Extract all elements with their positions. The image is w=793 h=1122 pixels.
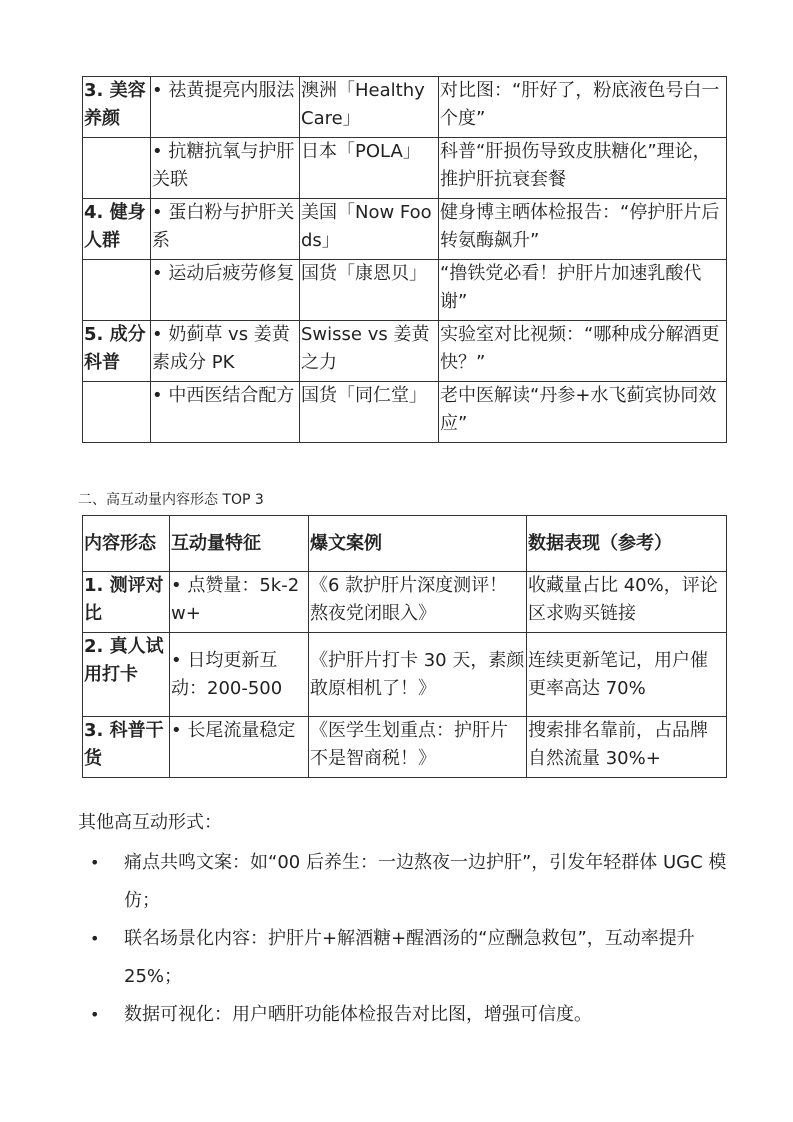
list-item-text: 数据可视化：用户晒肝功能体检报告对比图，增强可信度。 [124,1004,592,1025]
list-item [78,844,728,920]
case-cell: “撸铁党必看！护肝片加速乳酸代谢” [439,260,727,321]
bullet-icon: • [90,1005,100,1024]
form-cell: 2. 真人试用打卡 [83,633,170,717]
list-item-text: 痛点共鸣文案：如“00 后养生：一边熬夜一边护肝”，引发年轻群体 UGC 模仿； [124,852,727,911]
other-forms-list [78,844,728,1034]
data-cell: 连续更新笔记，用户催更率高达 70% [527,633,727,717]
brand-cell: 美国「Now Foods」 [300,199,439,260]
content-form-table [82,515,727,778]
category-cell: 4. 健身人群 [83,199,151,260]
table-row [83,382,727,443]
other-forms-title: 其他高互动形式： [78,812,222,833]
brand-cell: 国货「同仁堂」 [300,382,439,443]
form-cell: 3. 科普干货 [83,717,170,778]
bullet-icon: • [90,853,100,872]
table-row [83,199,727,260]
column-header: 爆文案例 [309,516,527,572]
topic-cell: • 中西医结合配方 [151,382,300,443]
table-row [83,77,727,138]
column-header: 内容形态 [83,516,170,572]
form-cell: 1. 测评对比 [83,572,170,633]
category-cell: 5. 成分科普 [83,321,151,382]
case-cell: 实验室对比视频：“哪种成分解酒更快？” [439,321,727,382]
bullet-icon: • [90,929,100,948]
case-cell: 《护肝片打卡 30 天，素颜敢原相机了！》 [309,633,527,717]
brand-cell: 澳洲「Healthy Care」 [300,77,439,138]
topic-cell: • 奶蓟草 vs 姜黄素成分 PK [151,321,300,382]
feature-cell: • 日均更新互动：200-500 [170,633,309,717]
case-cell: 科普“肝损伤导致皮肤糖化”理论，推护肝抗衰套餐 [439,138,727,199]
case-cell: 《医学生划重点：护肝片不是智商税！》 [309,717,527,778]
feature-cell: • 长尾流量稳定 [170,717,309,778]
table-row [83,138,727,199]
table-row [83,717,727,778]
case-cell: 对比图：“肝好了，粉底液色号白一个度” [439,77,727,138]
column-header: 互动量特征 [170,516,309,572]
category-cell: 3. 美容养颜 [83,77,151,138]
list-item [78,920,728,996]
topic-cell: • 蛋白粉与护肝关系 [151,199,300,260]
table-row [83,321,727,382]
topic-cell: • 祛黄提亮内服法 [151,77,300,138]
table-row [83,572,727,633]
section-heading: 二、高互动量内容形态 TOP 3 [78,492,264,508]
table-row [83,260,727,321]
list-item-text: 联名场景化内容：护肝片+解酒糖+醒酒汤的“应酬急救包”，互动率提升 25%； [124,928,695,987]
table-row [83,633,727,717]
table-header-row [83,516,727,572]
feature-cell: • 点赞量：5k-2w+ [170,572,309,633]
brand-cell: 日本「POLA」 [300,138,439,199]
data-cell: 搜索排名靠前，占品牌自然流量 30%+ [527,717,727,778]
case-cell: 《6 款护肝片深度测评！熬夜党闭眼入》 [309,572,527,633]
brand-cell: 国货「康恩贝」 [300,260,439,321]
category-cell [83,138,151,199]
category-cell [83,260,151,321]
topic-cell: • 抗糖抗氧与护肝关联 [151,138,300,199]
case-cell: 健身博主晒体检报告：“停护肝片后转氨酶飙升” [439,199,727,260]
category-cell [83,382,151,443]
data-cell: 收藏量占比 40%，评论区求购买链接 [527,572,727,633]
topic-cell: • 运动后疲劳修复 [151,260,300,321]
column-header: 数据表现（参考） [527,516,727,572]
case-cell: 老中医解读“丹参+水飞蓟宾协同效应” [439,382,727,443]
brand-cell: Swisse vs 姜黄之力 [300,321,439,382]
category-table [82,76,727,443]
list-item [78,996,728,1034]
